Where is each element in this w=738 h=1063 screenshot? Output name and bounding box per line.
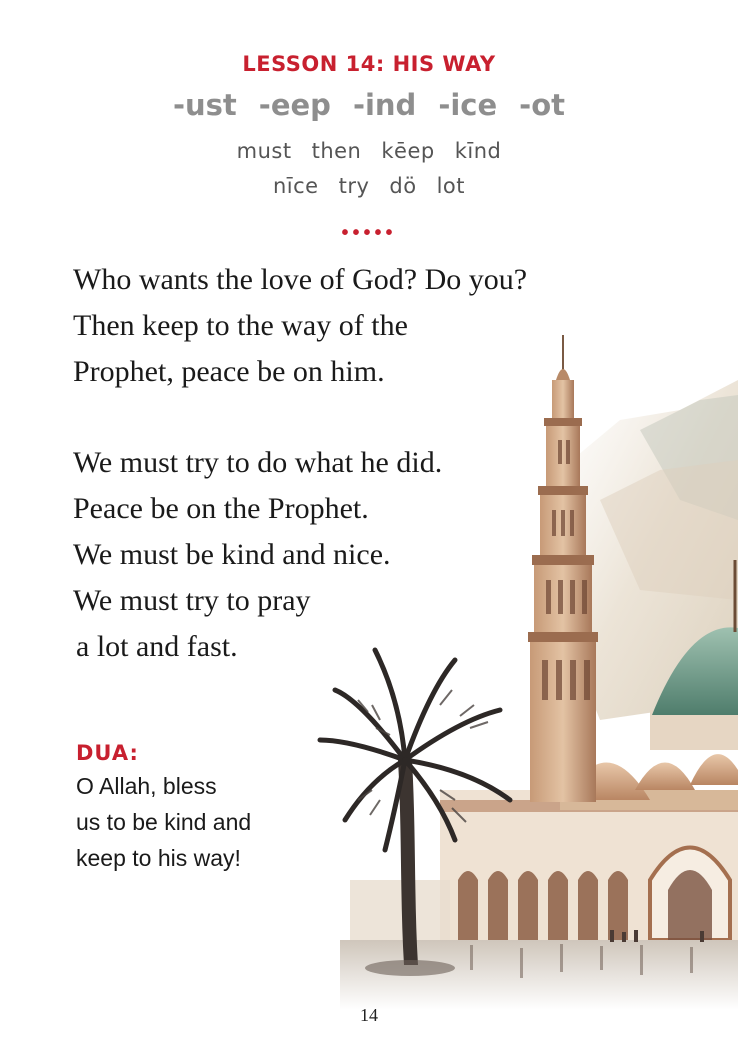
practice-words-row-2: [0, 174, 738, 198]
practice-word: kīnd: [454, 139, 502, 163]
dua-line: O Allah, bless: [76, 773, 217, 799]
ending: -ust: [172, 88, 237, 122]
verse-line: We must try to pray: [73, 584, 311, 617]
section-divider: •••••: [341, 222, 397, 244]
practice-word: try: [338, 174, 370, 198]
word-endings: [0, 88, 738, 122]
ending: -eep: [258, 88, 331, 122]
practice-word: lot: [436, 174, 466, 198]
practice-word: then: [311, 139, 362, 163]
verse-line: We must try to do what he did.: [73, 446, 443, 479]
ending: -ind: [352, 88, 417, 122]
ending: -ice: [438, 88, 498, 122]
practice-word: nīce: [272, 174, 319, 198]
verse-line: a lot and fast.: [76, 630, 238, 663]
dua-label: DUA:: [76, 741, 139, 765]
practice-words-row-1: [0, 139, 738, 163]
verse-line: We must be kind and nice.: [73, 538, 391, 571]
verse-line: Who wants the love of God? Do you?: [73, 263, 528, 296]
practice-word: kēep: [381, 139, 435, 163]
dua-line: us to be kind and: [76, 809, 252, 835]
page-number: 14: [360, 1005, 378, 1025]
verse-line: Peace be on the Prophet.: [73, 492, 369, 525]
practice-word: must: [236, 139, 292, 163]
verse-line: Prophet, peace be on him.: [73, 355, 385, 388]
lesson-title: LESSON 14: HIS WAY: [242, 52, 496, 76]
practice-word: dö: [389, 174, 417, 198]
ending: -ot: [519, 88, 565, 122]
verse-line: Then keep to the way of the: [73, 309, 408, 342]
dua-line: keep to his way!: [76, 845, 241, 871]
